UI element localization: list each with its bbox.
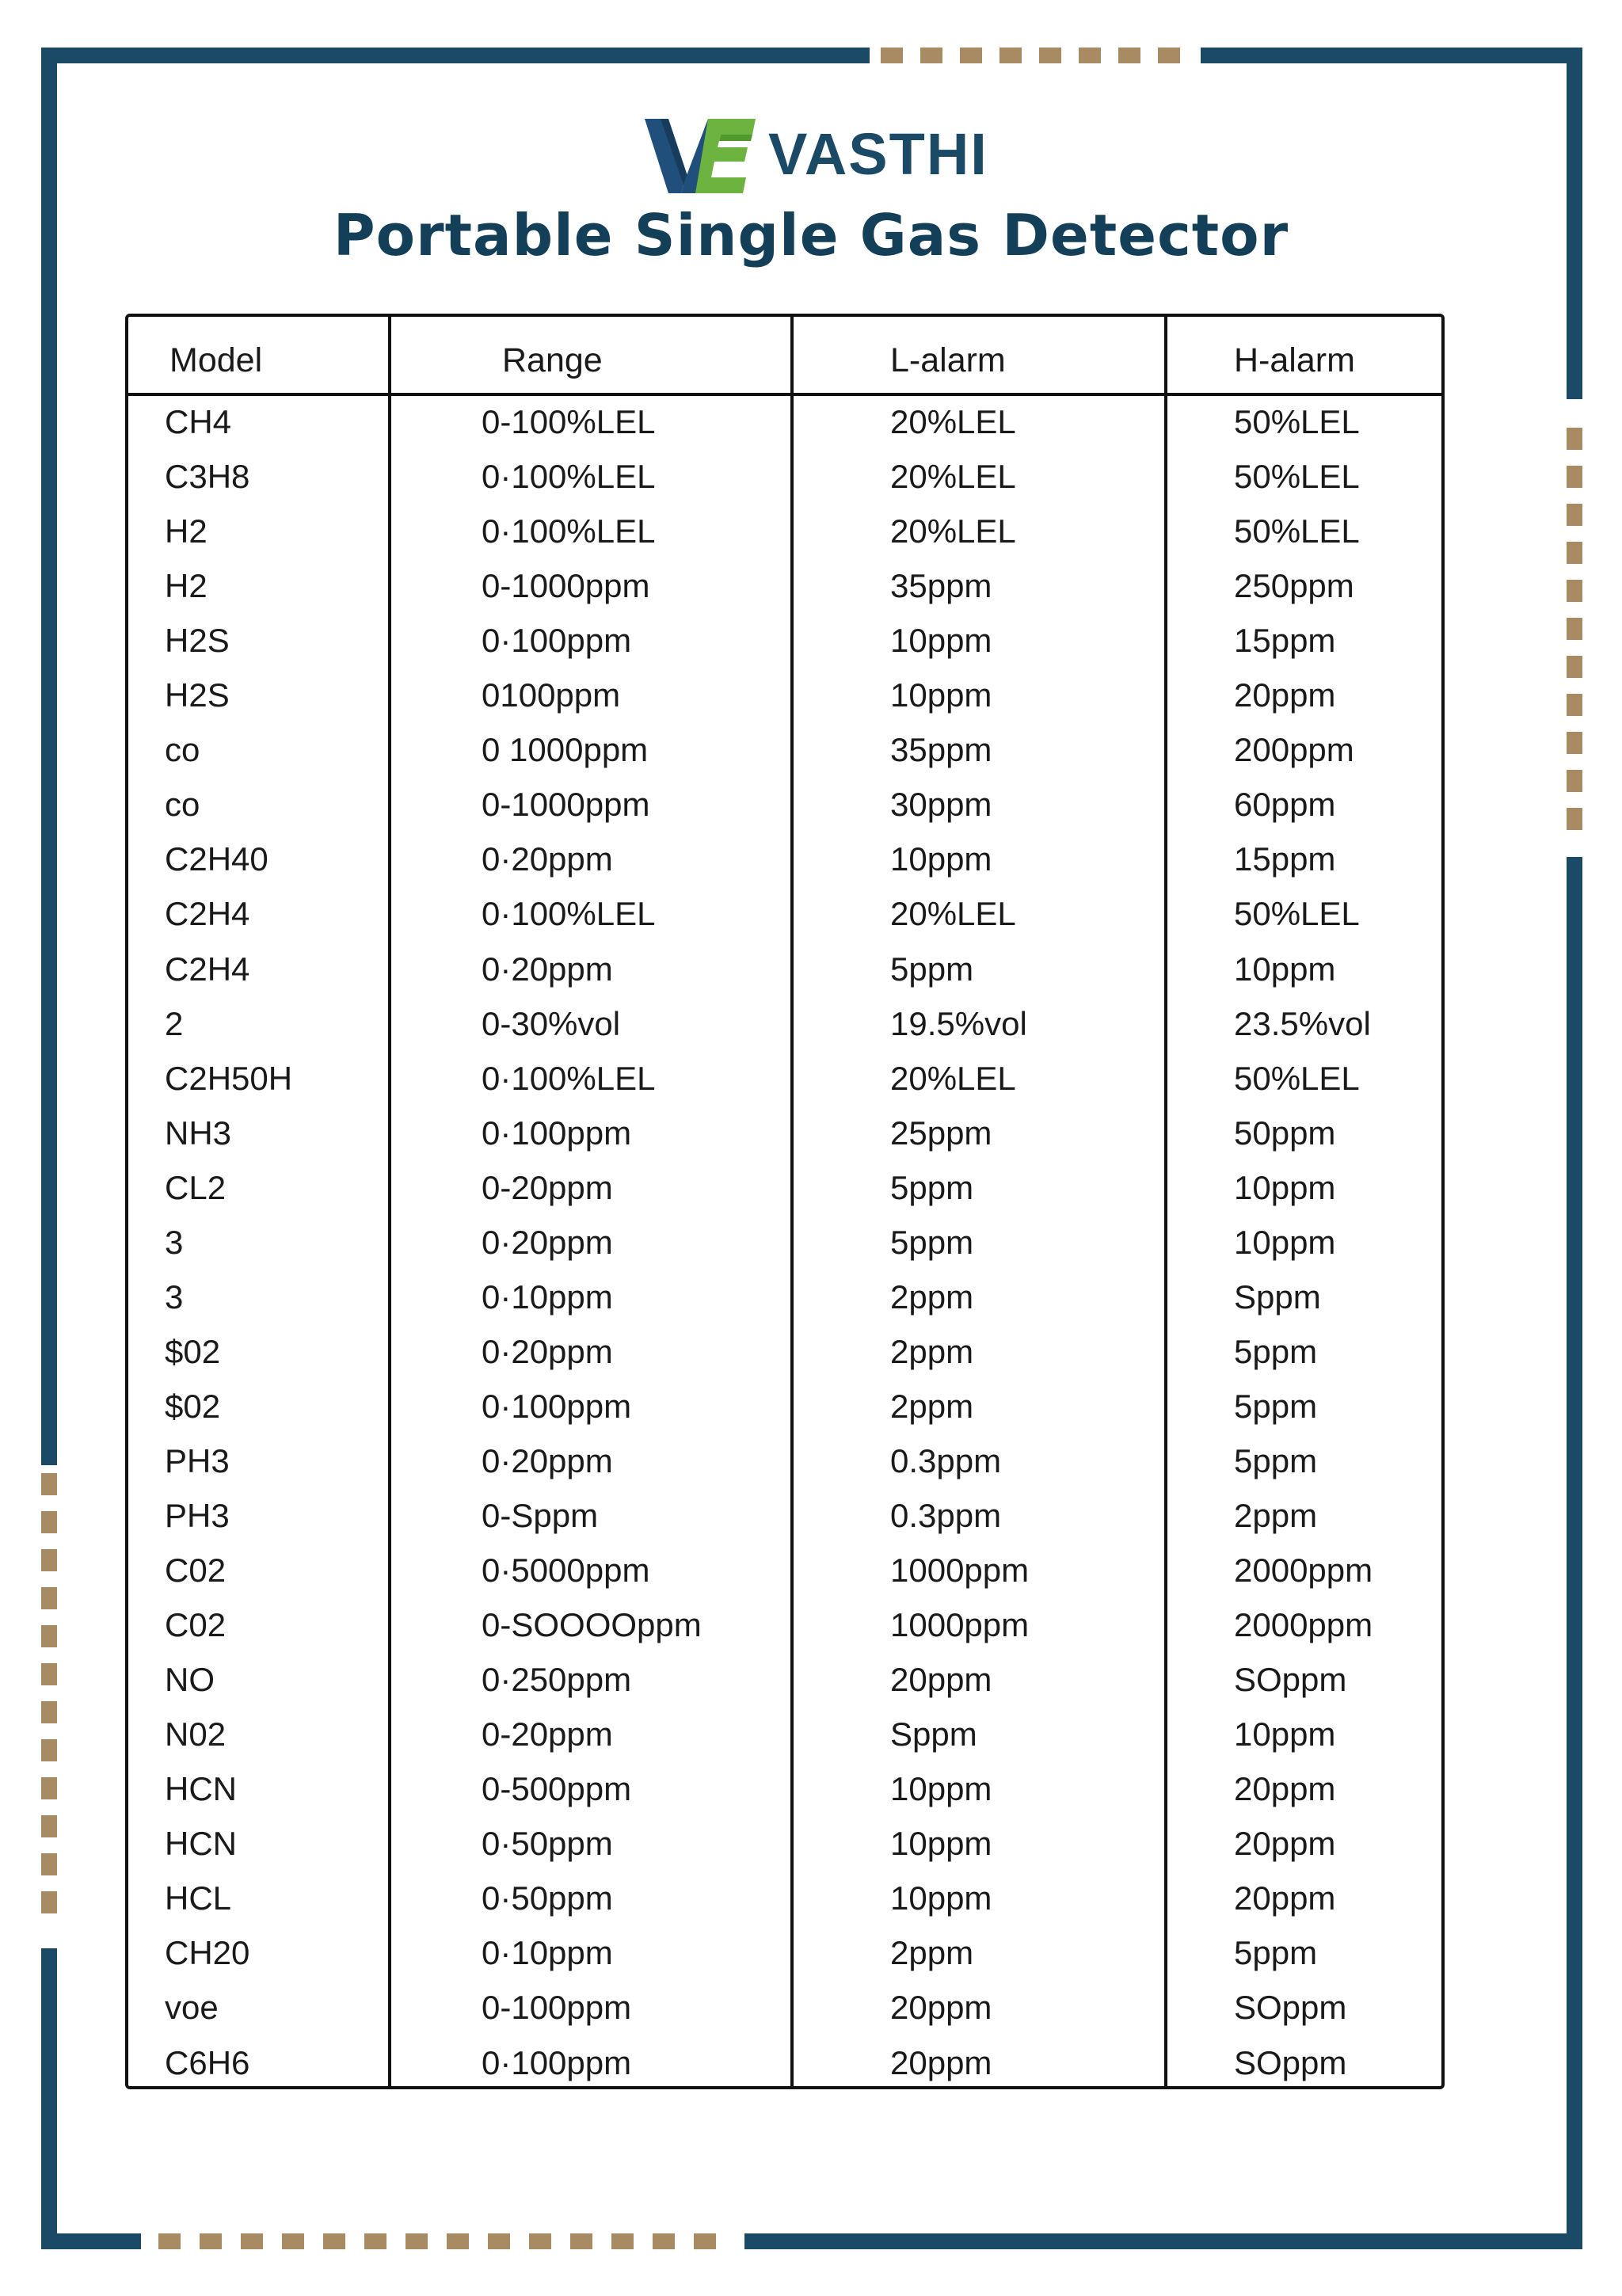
cell-model: CH4 <box>165 403 232 440</box>
cell-h-alarm: 50%LEL <box>1234 458 1360 496</box>
table-row <box>128 1927 1441 1982</box>
cell-h-alarm: 15ppm <box>1234 622 1336 660</box>
table-row <box>128 1818 1441 1872</box>
cell-range: 0-30%vol <box>482 1004 621 1042</box>
cell-l-alarm: 10ppm <box>890 840 992 878</box>
cell-h-alarm: 200ppm <box>1234 731 1354 769</box>
cell-model: PH3 <box>165 1441 230 1479</box>
cell-range: 0·20ppm <box>482 950 613 988</box>
cell-range: 0 1000ppm <box>482 731 649 769</box>
cell-h-alarm: 5ppm <box>1234 1934 1318 1972</box>
cell-l-alarm: 0.3ppm <box>890 1497 1002 1534</box>
cell-range: 0-100ppm <box>482 1989 632 2027</box>
cell-h-alarm: SOppm <box>1234 1989 1347 2027</box>
cell-l-alarm: 20ppm <box>890 1661 992 1699</box>
table-row <box>128 2037 1441 2092</box>
cell-h-alarm: 10ppm <box>1234 1168 1336 1206</box>
cell-h-alarm: 10ppm <box>1234 1715 1336 1753</box>
cell-h-alarm: 2000ppm <box>1234 1552 1373 1590</box>
cell-l-alarm: 1000ppm <box>890 1552 1030 1590</box>
table-row <box>128 1544 1441 1599</box>
cell-l-alarm: 35ppm <box>890 731 992 769</box>
table-row <box>128 1654 1441 1708</box>
table-row <box>128 1107 1441 1162</box>
cell-model: C2H4 <box>165 950 250 988</box>
cell-model: $02 <box>165 1332 221 1370</box>
column-header-range: Range <box>502 341 603 379</box>
dash-bottom <box>158 2233 716 2249</box>
cell-model: C2H4 <box>165 895 250 933</box>
cell-model: H2S <box>165 622 230 660</box>
cell-model: HCL <box>165 1879 232 1917</box>
cell-model: C02 <box>165 1552 227 1590</box>
cell-h-alarm: 20ppm <box>1234 1770 1336 1808</box>
cell-model: H2 <box>165 512 208 550</box>
document-title: Portable Single Gas Detector <box>333 202 1289 268</box>
cell-model: $02 <box>165 1387 221 1425</box>
cell-h-alarm: 60ppm <box>1234 786 1336 824</box>
cell-range: 0·100%LEL <box>482 1059 656 1097</box>
cell-l-alarm: 20%LEL <box>890 1059 1016 1097</box>
cell-model: NH3 <box>165 1114 232 1152</box>
cell-l-alarm: 20%LEL <box>890 895 1016 933</box>
cell-h-alarm: 5ppm <box>1234 1441 1318 1479</box>
cell-range: 0·20ppm <box>482 1441 613 1479</box>
table-row <box>128 560 1441 615</box>
cell-range: 0100ppm <box>482 676 621 714</box>
table-row <box>128 1490 1441 1544</box>
table-row <box>128 1380 1441 1435</box>
table-row <box>128 943 1441 998</box>
cell-range: 0·20ppm <box>482 1223 613 1261</box>
cell-h-alarm: 5ppm <box>1234 1387 1318 1425</box>
cell-range: 0-100%LEL <box>482 403 656 440</box>
cell-model: NO <box>165 1661 215 1699</box>
cell-h-alarm: SOppm <box>1234 2043 1347 2081</box>
vasthi-logo-icon <box>645 112 757 196</box>
cell-range: 0·250ppm <box>482 1661 632 1699</box>
cell-model: C2H40 <box>165 840 268 878</box>
cell-h-alarm: 20ppm <box>1234 676 1336 714</box>
table-row <box>128 1326 1441 1380</box>
cell-h-alarm: 50%LEL <box>1234 895 1360 933</box>
cell-h-alarm: 2000ppm <box>1234 1606 1373 1644</box>
cell-range: 0-Sppm <box>482 1497 599 1534</box>
cell-model: C02 <box>165 1606 227 1644</box>
cell-l-alarm: 2ppm <box>890 1277 974 1316</box>
table-row <box>128 1763 1441 1818</box>
column-header-model: Model <box>169 341 263 379</box>
cell-l-alarm: 0.3ppm <box>890 1441 1002 1479</box>
cell-l-alarm: 20ppm <box>890 1989 992 2027</box>
gas-detector-table <box>125 314 1445 2089</box>
column-header-h-alarm: H-alarm <box>1234 341 1355 379</box>
cell-range: 0-20ppm <box>482 1715 613 1753</box>
cell-h-alarm: Sppm <box>1234 1277 1321 1316</box>
cell-l-alarm: 35ppm <box>890 567 992 605</box>
table-row <box>128 998 1441 1053</box>
cell-l-alarm: 20%LEL <box>890 403 1016 440</box>
cell-model: CL2 <box>165 1168 227 1206</box>
table-row <box>128 833 1441 888</box>
table-row <box>128 669 1441 724</box>
cell-model: 3 <box>165 1277 184 1316</box>
cell-l-alarm: 20%LEL <box>890 512 1016 550</box>
cell-range: 0·50ppm <box>482 1879 613 1917</box>
cell-l-alarm: Sppm <box>890 1715 977 1753</box>
dash-right <box>1567 428 1582 830</box>
cell-l-alarm: 30ppm <box>890 786 992 824</box>
cell-range: 0·20ppm <box>482 840 613 878</box>
cell-h-alarm: 250ppm <box>1234 567 1354 605</box>
cell-h-alarm: 50%LEL <box>1234 1059 1360 1097</box>
frame-top-left <box>41 48 870 63</box>
cell-model: H2S <box>165 676 230 714</box>
cell-l-alarm: 5ppm <box>890 1168 974 1206</box>
cell-model: voe <box>165 1989 219 2027</box>
cell-range: 0·50ppm <box>482 1825 613 1863</box>
frame-top-right <box>1201 48 1582 63</box>
table-row <box>128 615 1441 669</box>
cell-model: PH3 <box>165 1497 230 1534</box>
table-row <box>128 1982 1441 2036</box>
cell-h-alarm: 50%LEL <box>1234 403 1360 440</box>
cell-range: 0-1000ppm <box>482 786 650 824</box>
cell-model: 2 <box>165 1004 184 1042</box>
cell-l-alarm: 10ppm <box>890 676 992 714</box>
table-row <box>128 1435 1441 1490</box>
cell-range: 0·100%LEL <box>482 895 656 933</box>
cell-model: co <box>165 731 200 769</box>
cell-h-alarm: SOppm <box>1234 1661 1347 1699</box>
cell-range: 0·100ppm <box>482 2043 632 2081</box>
cell-range: 0·5000ppm <box>482 1552 650 1590</box>
cell-l-alarm: 10ppm <box>890 1879 992 1917</box>
cell-range: 0-20ppm <box>482 1168 613 1206</box>
cell-range: 0·100%LEL <box>482 512 656 550</box>
cell-model: co <box>165 786 200 824</box>
table-row <box>128 505 1441 560</box>
cell-h-alarm: 23.5%vol <box>1234 1004 1371 1042</box>
cell-model: C2H50H <box>165 1059 293 1097</box>
cell-h-alarm: 20ppm <box>1234 1879 1336 1917</box>
cell-range: 0-500ppm <box>482 1770 632 1808</box>
cell-h-alarm: 50ppm <box>1234 1114 1336 1152</box>
cell-range: 0·10ppm <box>482 1934 613 1972</box>
frame-left-lower <box>41 1948 57 2249</box>
frame-bottom-left <box>41 2233 141 2249</box>
frame-right-lower <box>1567 857 1582 2249</box>
cell-h-alarm: 20ppm <box>1234 1825 1336 1863</box>
cell-h-alarm: 5ppm <box>1234 1332 1318 1370</box>
table-row <box>128 1708 1441 1763</box>
dash-left <box>41 1473 57 1913</box>
cell-h-alarm: 2ppm <box>1234 1497 1318 1534</box>
cell-l-alarm: 25ppm <box>890 1114 992 1152</box>
brand-logo <box>645 111 993 198</box>
cell-h-alarm: 10ppm <box>1234 950 1336 988</box>
cell-range: 0·100ppm <box>482 622 632 660</box>
table-row <box>128 1162 1441 1217</box>
cell-range: 0·20ppm <box>482 1332 613 1370</box>
cell-l-alarm: 5ppm <box>890 950 974 988</box>
cell-range: 0·100ppm <box>482 1114 632 1152</box>
brand-name: VASTHI <box>768 121 988 187</box>
cell-l-alarm: 2ppm <box>890 1934 974 1972</box>
column-header-l-alarm: L-alarm <box>890 341 1006 379</box>
frame-bottom-right <box>744 2233 1582 2249</box>
table-row <box>128 451 1441 505</box>
cell-l-alarm: 10ppm <box>890 1770 992 1808</box>
cell-model: 3 <box>165 1223 184 1261</box>
cell-l-alarm: 10ppm <box>890 622 992 660</box>
cell-range: 0·100%LEL <box>482 458 656 496</box>
cell-model: HCN <box>165 1825 237 1863</box>
cell-l-alarm: 2ppm <box>890 1332 974 1370</box>
table-row <box>128 1599 1441 1654</box>
cell-model: N02 <box>165 1715 227 1753</box>
cell-l-alarm: 19.5%vol <box>890 1004 1027 1042</box>
table-row <box>128 1217 1441 1271</box>
cell-l-alarm: 1000ppm <box>890 1606 1030 1644</box>
table-row <box>128 1271 1441 1326</box>
cell-l-alarm: 20%LEL <box>890 458 1016 496</box>
table-row <box>128 779 1441 833</box>
cell-model: H2 <box>165 567 208 605</box>
cell-model: C6H6 <box>165 2043 250 2081</box>
cell-h-alarm: 10ppm <box>1234 1223 1336 1261</box>
cell-range: 0-1000ppm <box>482 567 650 605</box>
table-row <box>128 888 1441 942</box>
cell-model: HCN <box>165 1770 237 1808</box>
dash-top <box>881 48 1180 63</box>
cell-range: 0-SOOOOppm <box>482 1606 702 1644</box>
cell-l-alarm: 5ppm <box>890 1223 974 1261</box>
table-row <box>128 1053 1441 1107</box>
cell-model: C3H8 <box>165 458 250 496</box>
cell-l-alarm: 10ppm <box>890 1825 992 1863</box>
table-header <box>128 317 1441 393</box>
table-row <box>128 724 1441 779</box>
cell-range: 0·100ppm <box>482 1387 632 1425</box>
table-row <box>128 1872 1441 1927</box>
cell-range: 0·10ppm <box>482 1277 613 1316</box>
cell-model: CH20 <box>165 1934 250 1972</box>
cell-h-alarm: 15ppm <box>1234 840 1336 878</box>
cell-h-alarm: 50%LEL <box>1234 512 1360 550</box>
cell-l-alarm: 20ppm <box>890 2043 992 2081</box>
table-row <box>128 396 1441 451</box>
cell-l-alarm: 2ppm <box>890 1387 974 1425</box>
